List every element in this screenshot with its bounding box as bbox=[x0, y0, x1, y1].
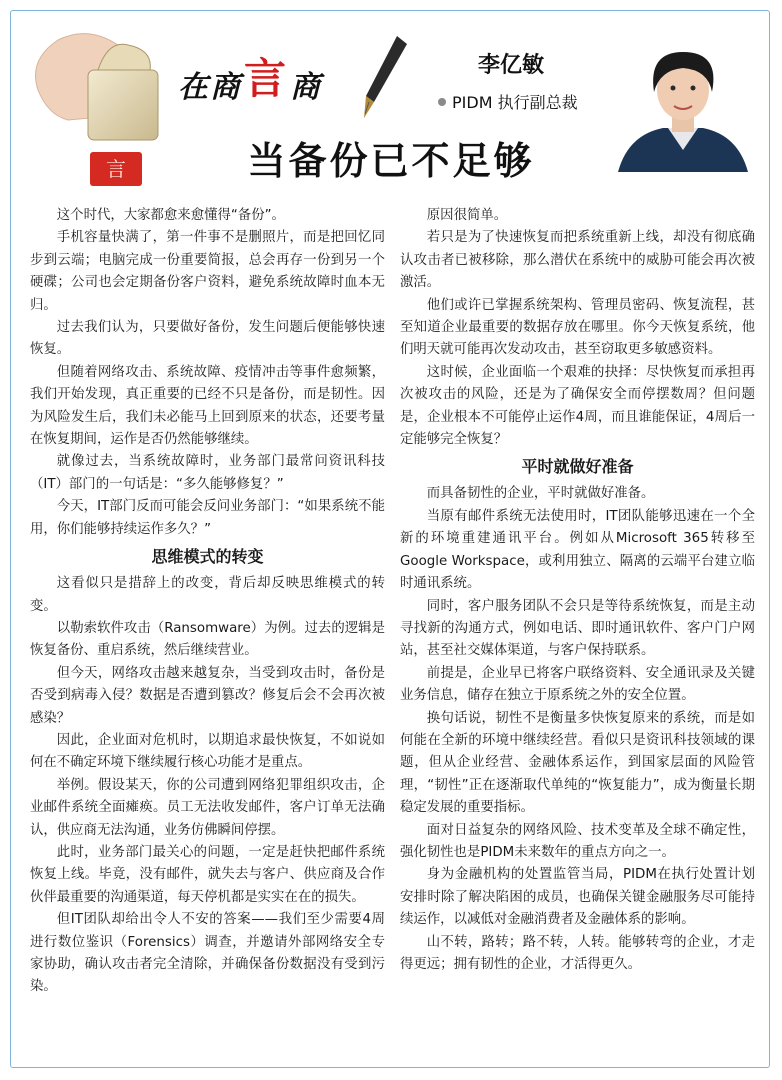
paragraph: 而具备韧性的企业，平时就做好准备。 bbox=[426, 486, 655, 502]
paragraph: 这个时代，大家都愈来愈懂得“备份”。 bbox=[56, 208, 285, 223]
bullet-dot-icon bbox=[438, 98, 446, 106]
headline: 当备份已不足够 bbox=[247, 139, 535, 183]
paragraph: 前提是，企业早已将客户联络资料、安全通讯录及关键业务信息，储存在独立于原系统之外的安全位置。 bbox=[400, 665, 755, 704]
paragraph: 就像过去，当系统故障时，业务部门最常问资讯科技（IT）部门的一句话是：“多久能够修复？” bbox=[30, 454, 385, 492]
right-column bbox=[400, 205, 755, 976]
paragraph: 他们或许已掌握系统架构、管理员密码、恢复流程，甚至知道企业最重要的数据存放在哪里。你今天恢复系统，他们明天就可能再次发动攻击，甚至窃取更多敏感资料。 bbox=[400, 297, 755, 358]
paragraph: 山不转，路转；路不转，人转。能够转弯的企业，才走得更远；拥有韧性的企业，才活得更久。 bbox=[400, 934, 755, 972]
column-title-part-1: 在商 bbox=[178, 70, 242, 105]
author-name: 李亿敏 bbox=[478, 53, 545, 78]
paragraph: 同时，客户服务团队不会只是等待系统恢复，而是主动寻找新的沟通方式，例如电话、即时通讯软件、客户门户网站，甚至社交媒体渠道，与客户保持联系。 bbox=[400, 598, 755, 659]
paragraph: 原因很简单。 bbox=[426, 208, 508, 223]
paragraph: 手机容量快满了，第一件事不是删照片，而是把回忆同步到云端；电脑完成一份重要简报，总会再存一份到另一个硬碟；公司也会定期备份客户资料，避免系统故障时血本无归。 bbox=[30, 230, 385, 313]
paragraph: 因此，企业面对危机时，以期追求最快恢复，不如说如何在不确定环境下继续履行核心功能才是重点。 bbox=[30, 732, 385, 771]
svg-text:言: 言 bbox=[106, 157, 126, 181]
paragraph: 但IT团队却给出令人不安的答案——我们至少需要4周进行数位鉴识（Forensics）调查，并邀请外部网络安全专家协助，确认攻击者完全清除，并确保备份数据没有受到污染。 bbox=[30, 912, 385, 995]
section-heading: 思维模式的转变 bbox=[151, 547, 264, 567]
fountain-pen-icon bbox=[352, 32, 412, 122]
paragraph: 面对日益复杂的网络风险、技术变革及全球不确定性，强化韧性也是PIDM未来数年的重点方向之一。 bbox=[400, 822, 755, 860]
left-column bbox=[30, 205, 385, 999]
paragraph: 过去我们认为，只要做好备份，发生问题后便能够快速恢复。 bbox=[30, 320, 385, 358]
paragraph: 若只是为了快速恢复而把系统重新上线，却没有彻底确认攻击者已被移除，那么潜伏在系统中的威胁可能会再次被激活。 bbox=[400, 230, 755, 291]
paragraph: 但今天，网络攻击越来越复杂，当受到攻击时，备份是否受到病毒入侵？数据是否遭到篡改？修复后会不会再次被感染？ bbox=[30, 665, 385, 726]
paragraph: 但随着网络攻击、系统故障、疫情冲击等事件愈频繁，我们开始发现，真正重要的已经不只是备份，而是韧性。因为风险发生后，我们未必能马上回到原来的状态，还要考量在恢复期间，运作是否仍然能够继续。 bbox=[30, 364, 385, 448]
paragraph: 此时，业务部门最关心的问题，一定是赶快把邮件系统恢复上线。毕竟，没有邮件，就失去与客户、供应商及合作伙伴最重要的沟通渠道，每天停机都是实实在在的损失。 bbox=[30, 844, 385, 905]
paragraph: 这看似只是措辞上的改变，背后却反映思维模式的转变。 bbox=[30, 576, 385, 614]
paragraph: 以勒索软件攻击（Ransomware）为例。过去的逻辑是恢复备份、重启系统，然后继续营业。 bbox=[30, 620, 385, 659]
section-heading: 平时就做好准备 bbox=[521, 457, 634, 477]
author-title-text: PIDM 执行副总裁 bbox=[452, 93, 578, 112]
column-title-part-3: 商 bbox=[290, 70, 323, 105]
paragraph: 换句话说，韧性不是衡量多快恢复原来的系统，而是如何能在全新的环境中继续经营。看似只是资讯科技领域的课题，但从企业经营、金融体系运作，到国家层面的风险管理，“韧性”正在逐渐取代单纯的“恢复能力”，成为衡量长期稳定发展的重要指标。 bbox=[400, 710, 755, 816]
paragraph: 举例。假设某天，你的公司遭到网络犯罪组织攻击，企业邮件系统全面瘫痪。员工无法收发邮件，客户订单无法确认，供应商无法沟通，业务仿佛瞬间停摆。 bbox=[30, 777, 385, 838]
paragraph: 这时候，企业面临一个艰难的抉择：尽快恢复而承担再次被攻击的风险，还是为了确保安全而停摆数周？但问题是，企业根本不可能停止运作4周，而且谁能保证，4周后一定能够完全恢复？ bbox=[400, 364, 755, 448]
column-title bbox=[178, 56, 322, 106]
paragraph: 当原有邮件系统无法使用时，IT团队能够迅速在一个全新的环境重建通讯平台。例如从Microsoft 365转移至Google Workspace，或利用独立、隔离的云端平台建立临时通讯系统。 bbox=[400, 508, 755, 592]
column-title-part-2: 言 bbox=[244, 54, 289, 103]
author-title bbox=[438, 90, 578, 113]
paragraph: 身为金融机构的处置监管当局，PIDM在执行处置计划安排时除了解决陷困的成员，也确保关键金融服务尽可能持续运作，以减低对金融消费者及金融体系的影响。 bbox=[400, 867, 755, 928]
paragraph: 今天，IT部门反而可能会反问业务部门：“如果系统不能用，你们能够持续运作多久？” bbox=[30, 499, 385, 537]
